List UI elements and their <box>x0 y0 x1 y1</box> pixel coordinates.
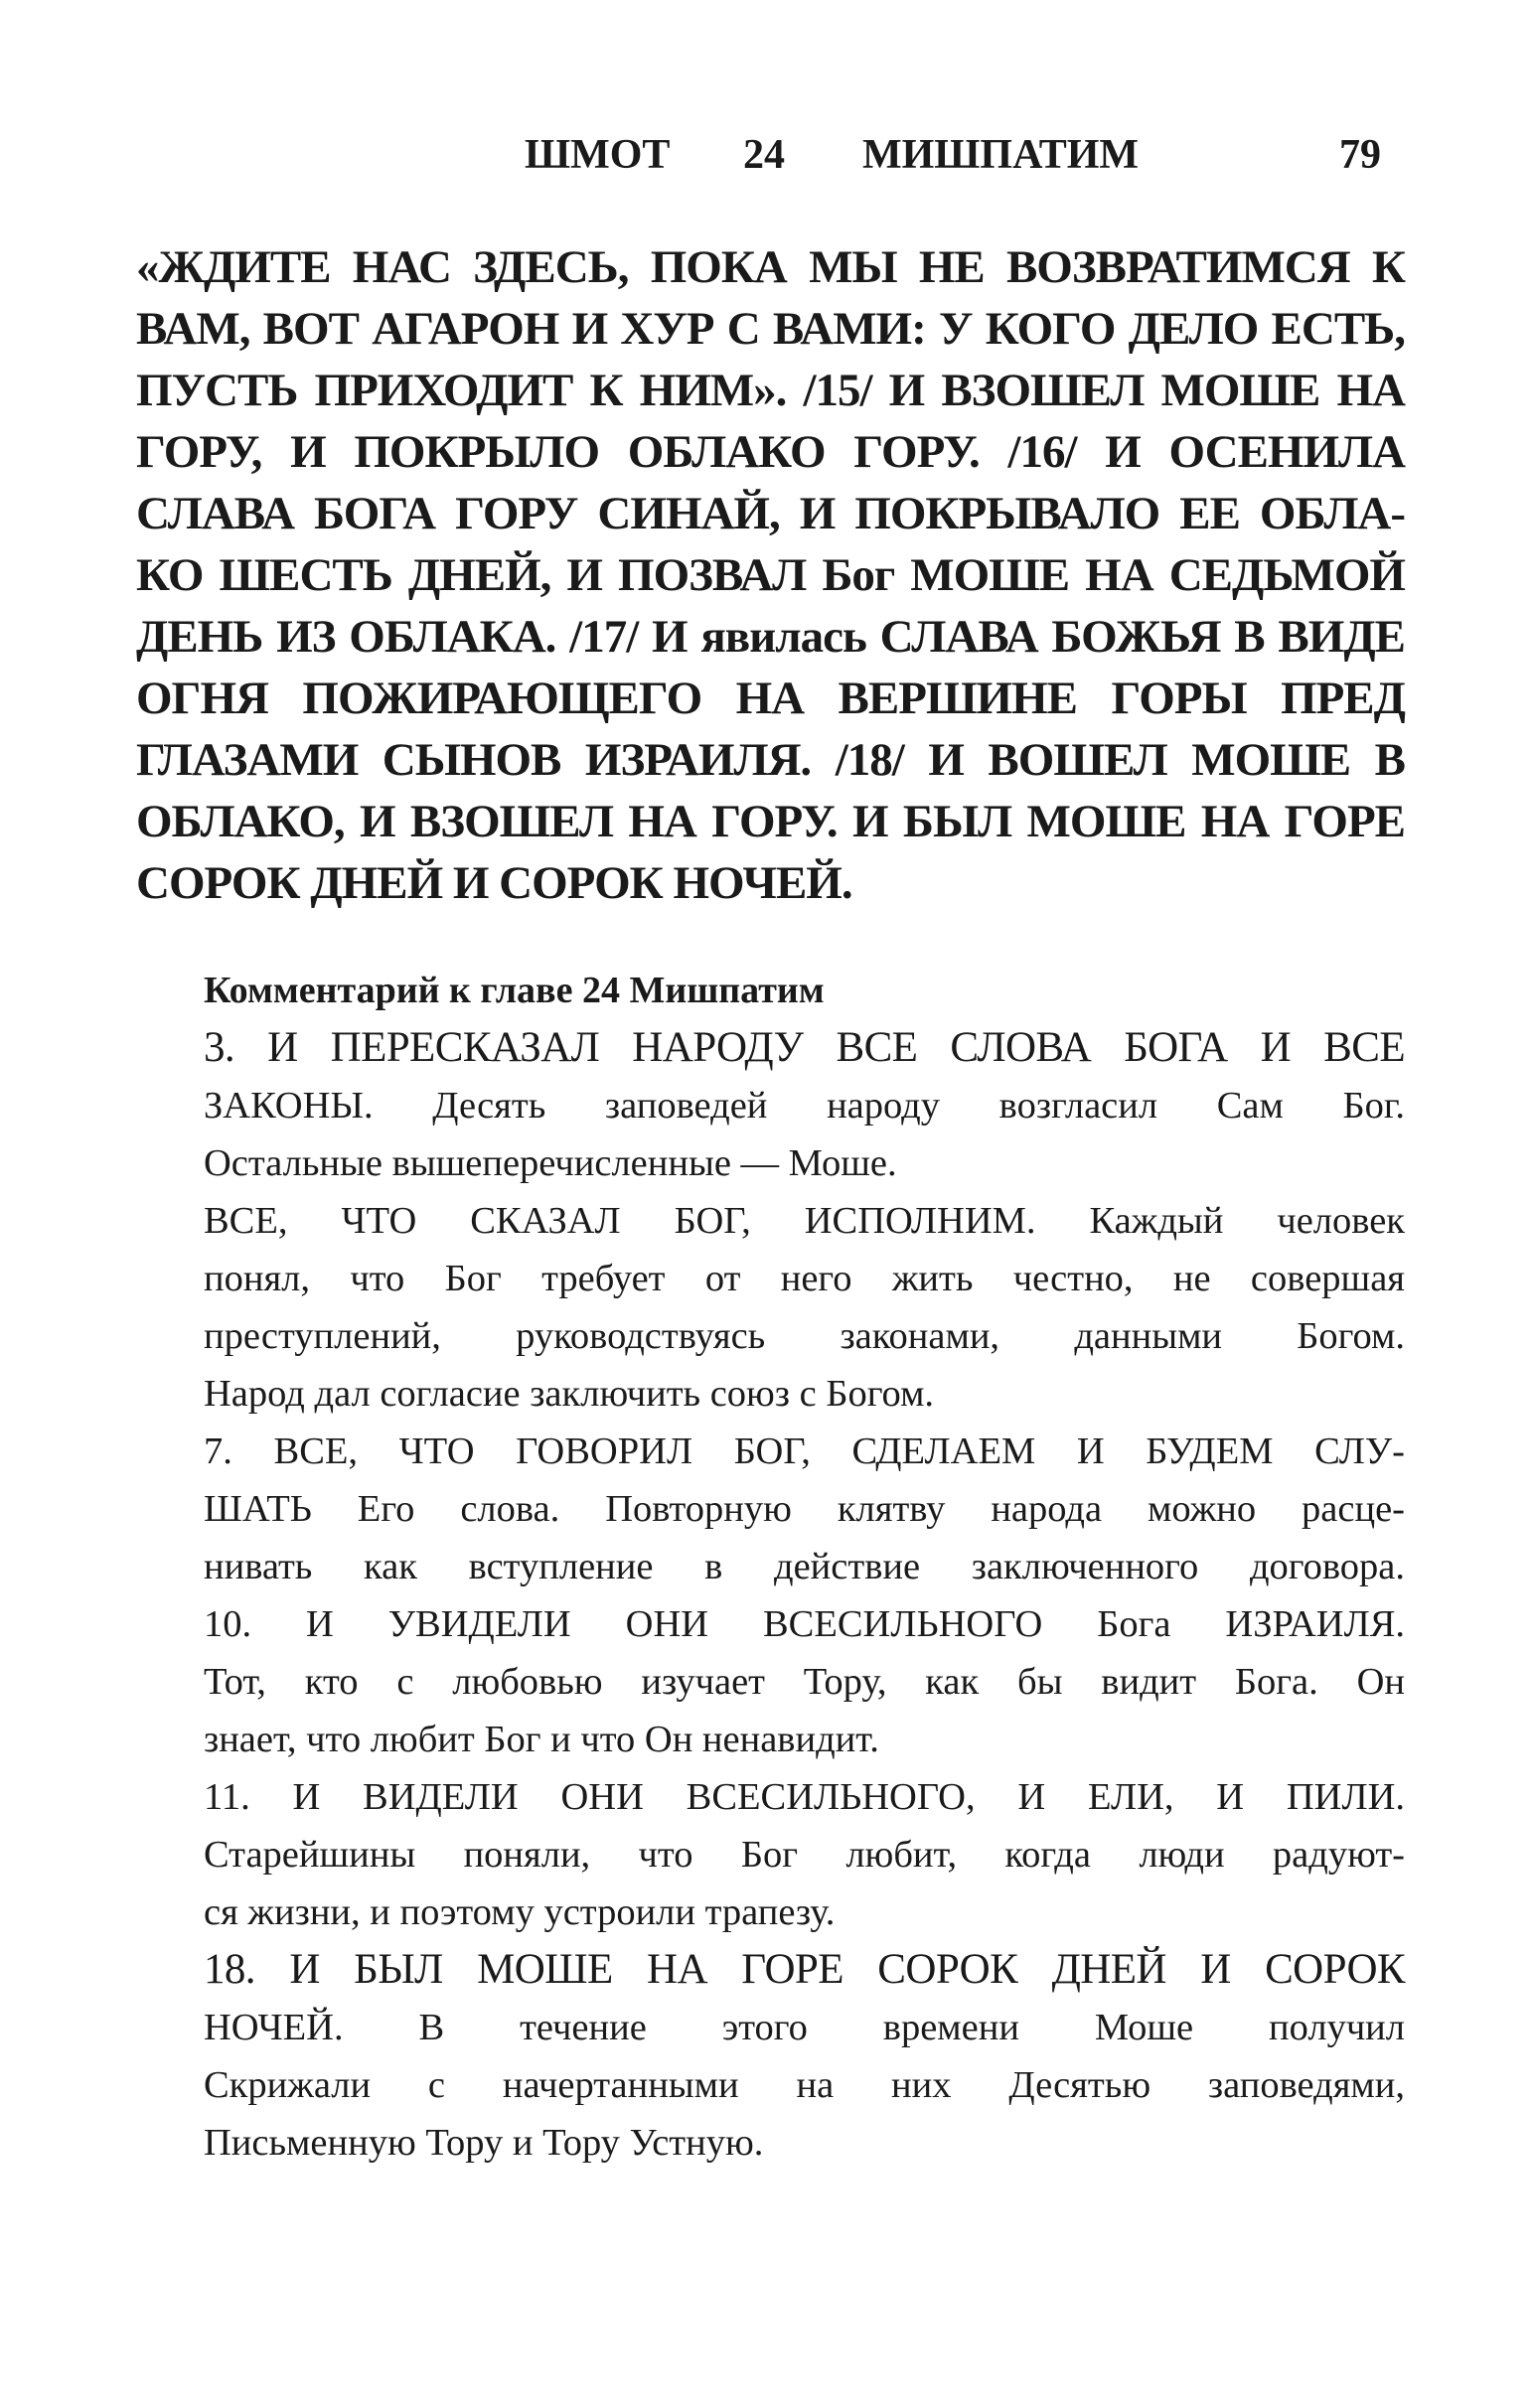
commentary-line: Старейшины поняли, что Бог любит, когда люди радуют- <box>204 1834 1405 1876</box>
commentary-line: 18. И БЫЛ МОШЕ НА ГОРЕ СОРОК ДНЕЙ И СОРОК <box>204 1946 1405 1993</box>
header-portion-title: МИШПАТИМ <box>862 132 1140 178</box>
header-chapter-number: 24 <box>743 132 785 178</box>
commentary-line: Скрижали с начертанными на них Десятью заповедями, <box>204 2064 1405 2106</box>
commentary-line: ся жизни, и поэтому устроили трапезу. <box>204 1891 836 1933</box>
commentary-line: понял, что Бог требует от него жить честно, не совершая <box>204 1258 1405 1299</box>
scripture-line: СОРОК ДНЕЙ И СОРОК НОЧЕЙ. <box>136 857 852 909</box>
commentary-line: 7. ВСЕ, ЧТО ГОВОРИЛ БОГ, СДЕЛАЕМ И БУДЕМ СЛУ- <box>204 1430 1405 1472</box>
commentary-line: 10. И УВИДЕЛИ ОНИ ВСЕСИЛЬНОГО Бога ИЗРАИЛЯ. <box>204 1603 1405 1645</box>
commentary-line: нивать как вступление в действие заключенного договора. <box>204 1546 1405 1587</box>
commentary-line: Остальные вышеперечисленные — Моше. <box>204 1142 897 1184</box>
scripture-line: «ЖДИТЕ НАС ЗДЕСЬ, ПОКА МЫ НЕ ВОЗВРАТИМСЯ К <box>136 241 1405 293</box>
commentary-line: ШАТЬ Его слова. Повторную клятву народа можно расце- <box>204 1488 1405 1530</box>
scripture-line: ОБЛАКО, И ВЗОШЕЛ НА ГОРУ. И БЫЛ МОШЕ НА ГОРЕ <box>136 796 1405 847</box>
commentary-title: Комментарий к главе 24 Мишпатим <box>204 970 825 1011</box>
commentary-line: Тот, кто с любовью изучает Тору, как бы видит Бога. Он <box>204 1661 1405 1703</box>
commentary-line: 3. И ПЕРЕСКАЗАЛ НАРОДУ ВСЕ СЛОВА БОГА И ВСЕ <box>204 1024 1405 1071</box>
page-number: 79 <box>1339 132 1381 178</box>
running-header <box>0 131 1533 191</box>
commentary-line: Письменную Тору и Тору Устную. <box>204 2122 764 2164</box>
scripture-line: ВАМ, ВОТ АГАРОН И ХУР С ВАМИ: У КОГО ДЕЛО ЕСТЬ, <box>136 303 1405 355</box>
commentary-line: ЗАКОНЫ. Десять заповедей народу возгласил Сам Бог. <box>204 1085 1405 1127</box>
scripture-line: ГОРУ, И ПОКРЫЛО ОБЛАКО ГОРУ. /16/ И ОСЕНИЛА <box>136 426 1405 478</box>
scripture-line: ОГНЯ ПОЖИРАЮЩЕГО НА ВЕРШИНЕ ГОРЫ ПРЕД <box>136 673 1405 724</box>
commentary-line: Народ дал согласие заключить союз с Богом. <box>204 1373 935 1415</box>
commentary-line: знает, что любит Бог и что Он ненавидит. <box>204 1719 879 1760</box>
scripture-line: КО ШЕСТЬ ДНЕЙ, И ПОЗВАЛ Бог МОШЕ НА СЕДЬМОЙ <box>136 549 1405 601</box>
scripture-line: ПУСТЬ ПРИХОДИТ К НИМ». /15/ И ВЗОШЕЛ МОШЕ НА <box>136 365 1405 416</box>
commentary-line: преступлений, руководствуясь законами, данными Богом. <box>204 1315 1405 1357</box>
commentary-section <box>204 962 1405 2172</box>
commentary-line: ВСЕ, ЧТО СКАЗАЛ БОГ, ИСПОЛНИМ. Каждый человек <box>204 1200 1405 1242</box>
header-book-title: ШМОТ <box>525 132 671 178</box>
scripture-line: ДЕНЬ ИЗ ОБЛАКА. /17/ И явилась СЛАВА БОЖЬЯ В ВИДЕ <box>136 611 1405 663</box>
commentary-line: 11. И ВИДЕЛИ ОНИ ВСЕСИЛЬНОГО, И ЕЛИ, И ПИЛИ. <box>204 1776 1405 1818</box>
commentary-line: НОЧЕЙ. В течение этого времени Моше получил <box>204 2007 1405 2048</box>
scripture-line: ГЛАЗАМИ СЫНОВ ИЗРАИЛЯ. /18/ И ВОШЕЛ МОШЕ В <box>136 734 1405 786</box>
scripture-line: СЛАВА БОГА ГОРУ СИНАЙ, И ПОКРЫВАЛО ЕЕ ОБЛА- <box>136 488 1405 539</box>
scripture-text <box>136 236 1405 914</box>
